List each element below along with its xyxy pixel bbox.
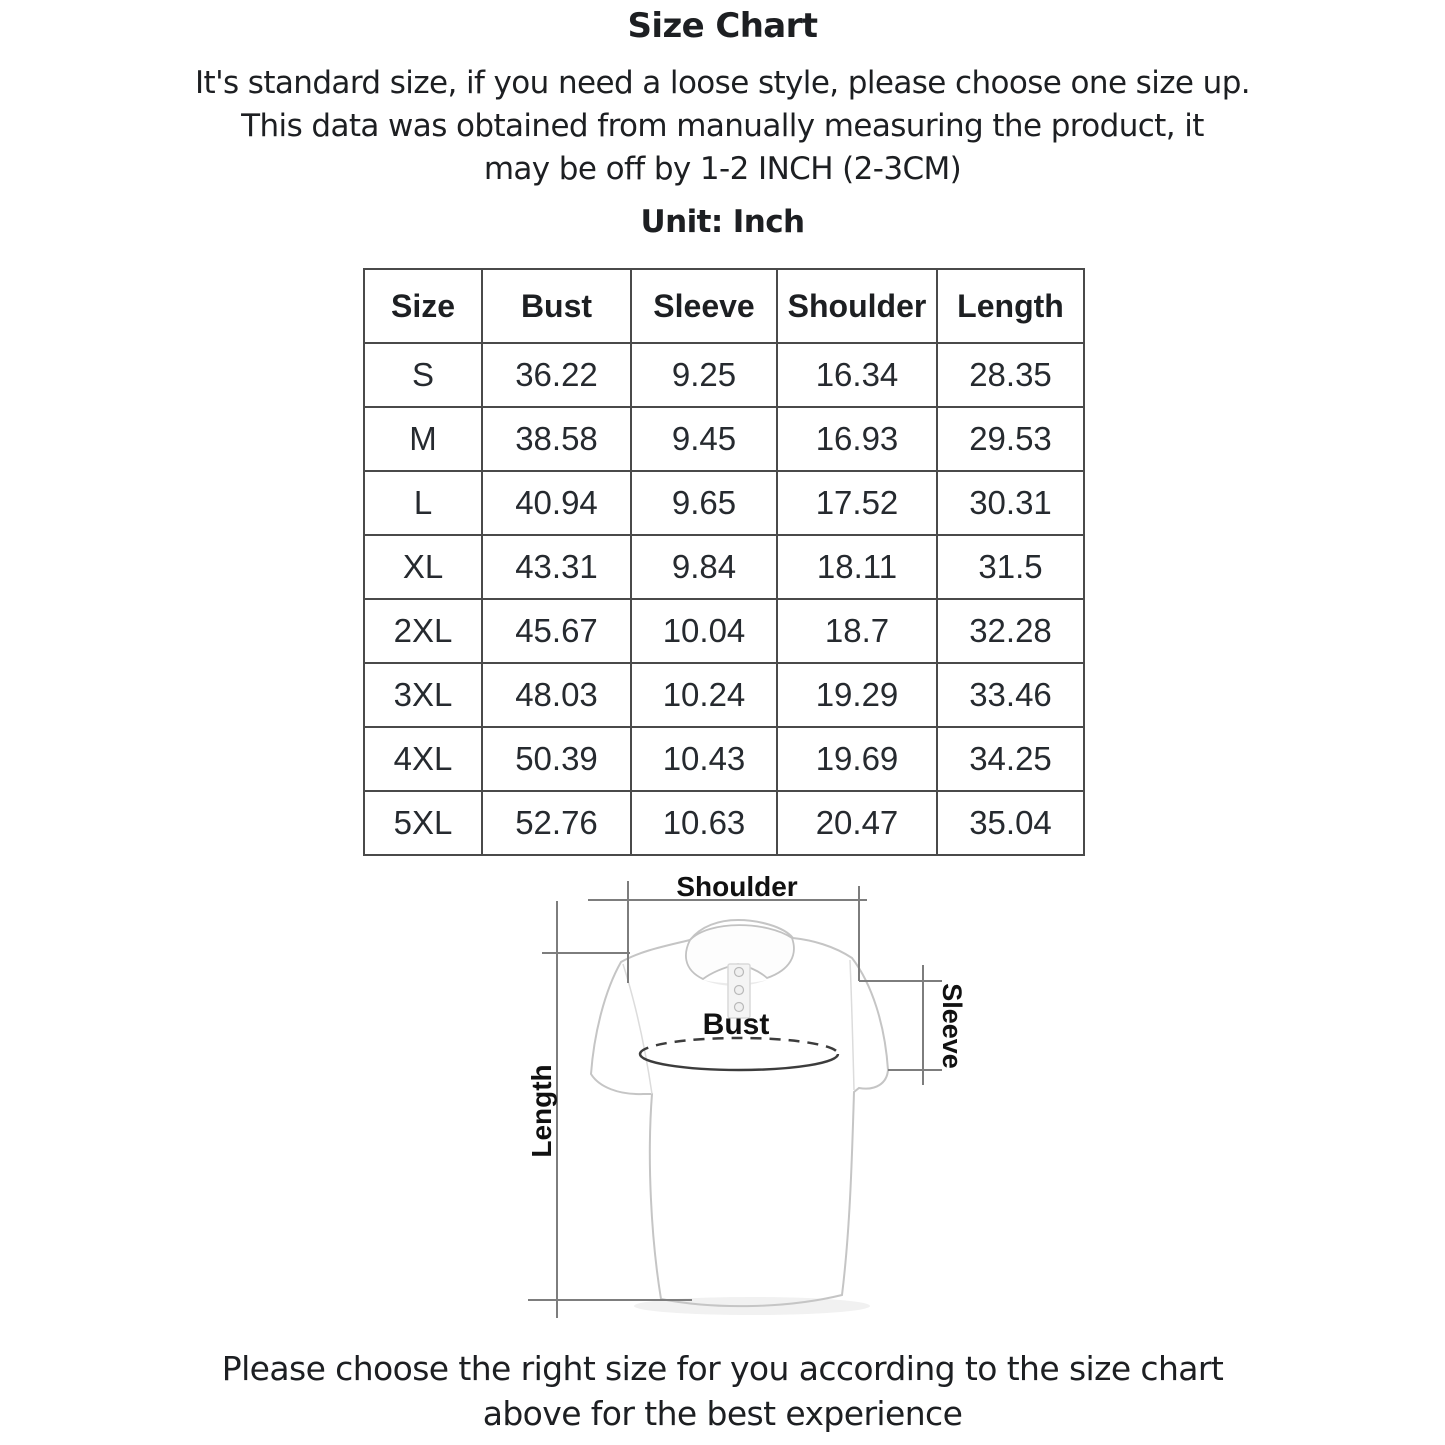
measurement-cell: 10.04 — [631, 599, 777, 663]
size-table-body — [364, 343, 1084, 855]
measurement-cell: 45.67 — [482, 599, 631, 663]
column-header-length: Length — [937, 269, 1084, 343]
measurement-cell: 50.39 — [482, 727, 631, 791]
subtitle — [0, 62, 1445, 191]
measurement-cell: 31.5 — [937, 535, 1084, 599]
measurement-cell: 9.84 — [631, 535, 777, 599]
measurement-cell: 28.35 — [937, 343, 1084, 407]
measurement-cell: 16.34 — [777, 343, 937, 407]
shoulder-label: Shoulder — [676, 871, 798, 902]
table-row-5xl — [364, 791, 1084, 855]
measurement-cell: 36.22 — [482, 343, 631, 407]
size-cell: 3XL — [364, 663, 482, 727]
sleeve-label: Sleeve — [937, 983, 967, 1069]
bust-label: Bust — [702, 1008, 770, 1041]
table-row-l — [364, 471, 1084, 535]
measurement-cell: 9.65 — [631, 471, 777, 535]
measurement-cell: 19.29 — [777, 663, 937, 727]
subtitle-line-3: may be off by 1-2 INCH (2-3CM) — [483, 151, 962, 187]
size-cell: XL — [364, 535, 482, 599]
subtitle-line-2: This data was obtained from manually measuring the product, it — [241, 108, 1204, 144]
measurement-cell: 40.94 — [482, 471, 631, 535]
table-row-3xl — [364, 663, 1084, 727]
table-row-2xl — [364, 599, 1084, 663]
measurement-cell: 18.7 — [777, 599, 937, 663]
size-table-header-row — [364, 269, 1084, 343]
size-table — [363, 268, 1085, 856]
left-sleeve-seam — [623, 964, 652, 1094]
footer-note — [0, 1346, 1445, 1436]
table-row-m — [364, 407, 1084, 471]
column-header-shoulder: Shoulder — [777, 269, 937, 343]
column-header-bust: Bust — [482, 269, 631, 343]
size-cell: 4XL — [364, 727, 482, 791]
size-cell: S — [364, 343, 482, 407]
measurement-cell: 9.45 — [631, 407, 777, 471]
unit-label: Unit: Inch — [640, 204, 805, 240]
button-1 — [735, 968, 744, 977]
measurement-cell: 32.28 — [937, 599, 1084, 663]
size-cell: M — [364, 407, 482, 471]
measurement-cell: 43.31 — [482, 535, 631, 599]
measurement-cell: 29.53 — [937, 407, 1084, 471]
footer-line-1: Please choose the right size for you according to the size chart — [221, 1349, 1224, 1388]
measurement-cell: 33.46 — [937, 663, 1084, 727]
measurement-cell: 20.47 — [777, 791, 937, 855]
table-row-xl — [364, 535, 1084, 599]
measurement-cell: 38.58 — [482, 407, 631, 471]
shirt-measurement-diagram — [505, 858, 975, 1330]
footer-line-2: above for the best experience — [482, 1394, 963, 1433]
measurement-cell: 16.93 — [777, 407, 937, 471]
measurement-cell: 10.63 — [631, 791, 777, 855]
measurement-cell: 30.31 — [937, 471, 1084, 535]
size-cell: 5XL — [364, 791, 482, 855]
measurement-cell: 10.24 — [631, 663, 777, 727]
size-cell: 2XL — [364, 599, 482, 663]
right-sleeve-seam — [850, 960, 854, 1090]
bust-ellipse-solid — [640, 1054, 838, 1070]
measurement-cell: 35.04 — [937, 791, 1084, 855]
length-label: Length — [526, 1064, 557, 1158]
column-header-sleeve: Sleeve — [631, 269, 777, 343]
measurement-cell: 52.76 — [482, 791, 631, 855]
measurement-cell: 17.52 — [777, 471, 937, 535]
size-cell: L — [364, 471, 482, 535]
measurement-cell: 34.25 — [937, 727, 1084, 791]
column-header-size: Size — [364, 269, 482, 343]
measurement-cell: 48.03 — [482, 663, 631, 727]
measurement-cell: 19.69 — [777, 727, 937, 791]
measurement-cell: 10.43 — [631, 727, 777, 791]
measurement-cell: 18.11 — [777, 535, 937, 599]
measurement-cell: 9.25 — [631, 343, 777, 407]
subtitle-line-1: It's standard size, if you need a loose style, please choose one size up. — [194, 65, 1251, 101]
table-row-4xl — [364, 727, 1084, 791]
button-2 — [735, 986, 744, 995]
page-title: Size Chart — [627, 6, 818, 46]
table-row-s — [364, 343, 1084, 407]
